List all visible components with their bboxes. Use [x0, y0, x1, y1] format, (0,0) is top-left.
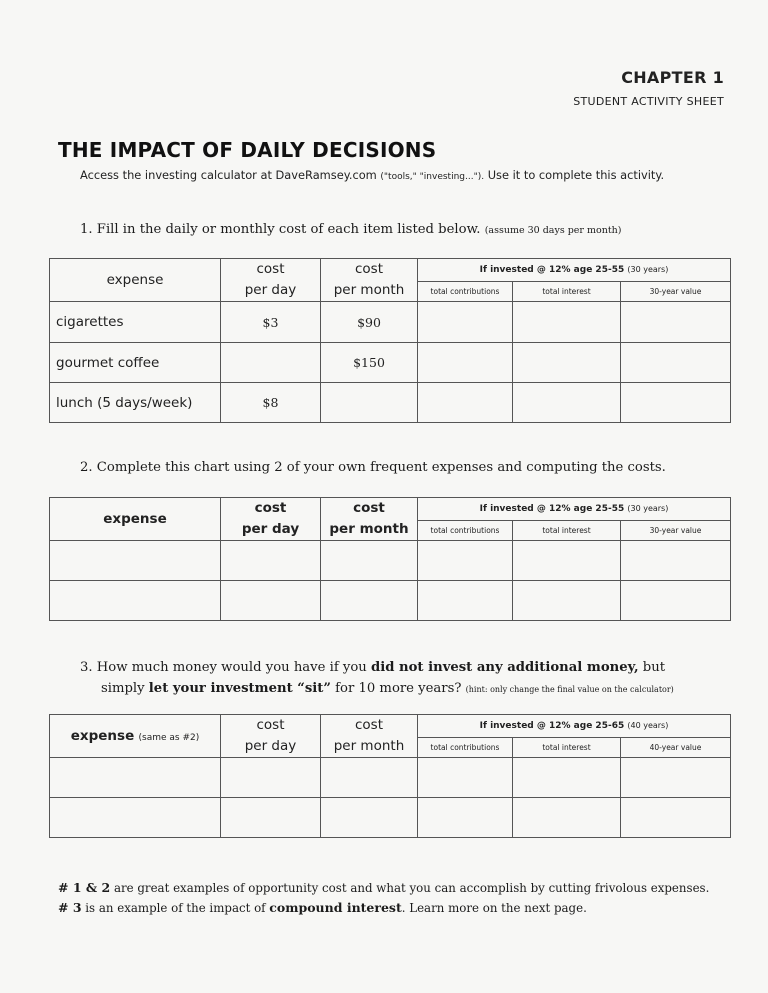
year-value-cell[interactable]: [621, 798, 731, 838]
footer-text-3: . Learn more on the next page.: [401, 901, 587, 915]
year-value-header: 40-year value: [621, 738, 731, 758]
per-month-label: per month: [329, 521, 409, 537]
total-contributions-cell[interactable]: [418, 343, 513, 383]
q3-text-f: for 10 more years?: [330, 681, 466, 696]
total-interest-header: total interest: [513, 521, 621, 541]
expense-header: [50, 498, 221, 541]
expense-label: cigarettes: [50, 302, 221, 343]
per-month-label: per month: [333, 738, 405, 754]
cost-label: cost: [256, 717, 285, 733]
cost-per-month-cell[interactable]: $150: [321, 343, 418, 383]
year-value-cell[interactable]: [621, 383, 731, 423]
year-value-header: 30-year value: [621, 521, 731, 541]
q3-hint: (hint: only change the final value on the calculator): [465, 685, 674, 694]
q1-hint: (assume 30 days per month): [484, 225, 622, 236]
cost-per-day-header: [221, 715, 321, 758]
year-value-header: 30-year value: [621, 282, 731, 302]
intro-before: Access the investing calculator at DaveRamsey.com: [80, 168, 381, 182]
total-contributions-cell[interactable]: [418, 758, 513, 798]
cost-per-month-cell[interactable]: [321, 541, 418, 581]
cost-label: cost: [353, 500, 385, 516]
invest-years: (40 years): [627, 721, 669, 730]
expense-cell[interactable]: [50, 541, 221, 581]
invest-label: If invested @ 12% age 25-55: [479, 504, 625, 514]
q3-text-b: did not invest any additional money,: [371, 660, 639, 675]
year-value-cell[interactable]: [621, 343, 731, 383]
total-interest-header: total interest: [513, 282, 621, 302]
per-day-label: per day: [241, 521, 300, 537]
cost-per-day-cell[interactable]: $3: [221, 302, 321, 343]
page-title: THE IMPACT OF DAILY DECISIONS: [58, 138, 437, 162]
total-contributions-cell[interactable]: [418, 798, 513, 838]
cost-per-month-cell[interactable]: [321, 383, 418, 423]
footer-line-2: [58, 900, 587, 915]
cost-per-month-cell[interactable]: [321, 758, 418, 798]
table-2: [49, 497, 731, 621]
table-row: [50, 302, 731, 343]
invest-years: (30 years): [627, 265, 669, 274]
total-contributions-header: total contributions: [418, 521, 513, 541]
chapter-heading: CHAPTER 1: [621, 68, 724, 87]
cost-per-day-cell[interactable]: [221, 343, 321, 383]
total-interest-header: total interest: [513, 738, 621, 758]
table-row: [50, 541, 731, 581]
question-2: [80, 460, 666, 475]
total-contributions-cell[interactable]: [418, 302, 513, 343]
per-day-label: per day: [244, 738, 297, 754]
cost-label: cost: [254, 500, 287, 516]
total-contributions-header: total contributions: [418, 738, 513, 758]
q3-text-c: but: [638, 660, 666, 675]
cost-label: cost: [354, 717, 383, 733]
table-row: [50, 798, 731, 838]
total-interest-cell[interactable]: [513, 383, 621, 423]
invest-header: [418, 498, 731, 521]
invest-header: [418, 715, 731, 738]
cost-per-day-cell[interactable]: [221, 758, 321, 798]
cost-per-day-header: [221, 259, 321, 302]
q3-text-d: simply: [101, 681, 149, 696]
table-row: [50, 581, 731, 621]
cost-per-month-header: [321, 259, 418, 302]
total-contributions-cell[interactable]: [418, 383, 513, 423]
invest-header: [418, 259, 731, 282]
cost-per-day-header: [221, 498, 321, 541]
compound-interest-label: compound interest: [269, 900, 402, 915]
table-3: [49, 714, 731, 838]
intro-after: Use it to complete this activity.: [484, 168, 665, 182]
expense-cell[interactable]: [50, 581, 221, 621]
expense-label: lunch (5 days/week): [50, 383, 221, 423]
intro-small: ("tools," "investing...").: [380, 172, 485, 182]
q1-text: Fill in the daily or monthly cost of each item listed below.: [96, 222, 481, 237]
invest-label: If invested @ 12% age 25-55: [479, 265, 625, 275]
cost-label: cost: [354, 261, 383, 277]
q1-number: 1.: [80, 222, 93, 237]
table-row: [50, 343, 731, 383]
total-interest-cell[interactable]: [513, 302, 621, 343]
q3-text-e: let your investment “sit”: [148, 681, 331, 696]
cost-per-month-header: [321, 498, 418, 541]
total-interest-cell[interactable]: [513, 758, 621, 798]
q3-line-2: [80, 678, 674, 700]
expense-header: [50, 715, 221, 758]
total-interest-cell[interactable]: [513, 581, 621, 621]
q3-line-1: [80, 657, 674, 678]
total-contributions-header: total contributions: [418, 282, 513, 302]
footer-text-2: is an example of the impact of: [81, 901, 270, 915]
expense-cell[interactable]: [50, 798, 221, 838]
invest-years: (30 years): [627, 504, 669, 513]
cost-per-day-cell[interactable]: [221, 541, 321, 581]
per-day-label: per day: [244, 282, 297, 298]
q3-number: 3.: [80, 660, 93, 675]
expense-header: expense: [50, 259, 221, 302]
q2-number: 2.: [80, 460, 93, 475]
total-contributions-cell[interactable]: [418, 581, 513, 621]
cost-per-month-cell[interactable]: [321, 581, 418, 621]
year-value-cell[interactable]: [621, 302, 731, 343]
total-contributions-cell[interactable]: [418, 541, 513, 581]
expense-note: (same as #2): [138, 733, 200, 743]
footer-line-1: [58, 880, 709, 895]
cost-per-month-cell[interactable]: [321, 798, 418, 838]
cost-per-day-cell[interactable]: [221, 581, 321, 621]
footer-ref-3: # 3: [58, 900, 82, 915]
year-value-cell[interactable]: [621, 581, 731, 621]
q3-text-a: How much money would you have if you: [96, 660, 371, 675]
cost-label: cost: [256, 261, 285, 277]
cost-per-month-header: [321, 715, 418, 758]
expense-label: expense: [70, 728, 135, 744]
total-interest-cell[interactable]: [513, 798, 621, 838]
year-value-cell[interactable]: [621, 758, 731, 798]
year-value-cell[interactable]: [621, 541, 731, 581]
cost-per-month-cell[interactable]: $90: [321, 302, 418, 343]
intro-text: [80, 168, 664, 182]
expense-cell[interactable]: [50, 758, 221, 798]
table-1: [49, 258, 731, 423]
cost-per-day-cell[interactable]: $8: [221, 383, 321, 423]
total-interest-cell[interactable]: [513, 343, 621, 383]
invest-label: If invested @ 12% age 25-65: [479, 721, 625, 731]
expense-label: gourmet coffee: [50, 343, 221, 383]
question-1: [80, 222, 621, 237]
footer-text-1: are great examples of opportunity cost and what you can accomplish by cutting frivolous expenses.: [110, 881, 710, 895]
per-month-label: per month: [333, 282, 405, 298]
sheet-subtitle: STUDENT ACTIVITY SHEET: [573, 95, 724, 108]
q2-text: Complete this chart using 2 of your own frequent expenses and computing the costs.: [96, 460, 666, 475]
cost-per-day-cell[interactable]: [221, 798, 321, 838]
expense-label: expense: [103, 511, 167, 527]
footer-ref-1-2: # 1 & 2: [58, 880, 111, 895]
question-3: [80, 657, 674, 700]
table-row: [50, 758, 731, 798]
total-interest-cell[interactable]: [513, 541, 621, 581]
table-row: [50, 383, 731, 423]
